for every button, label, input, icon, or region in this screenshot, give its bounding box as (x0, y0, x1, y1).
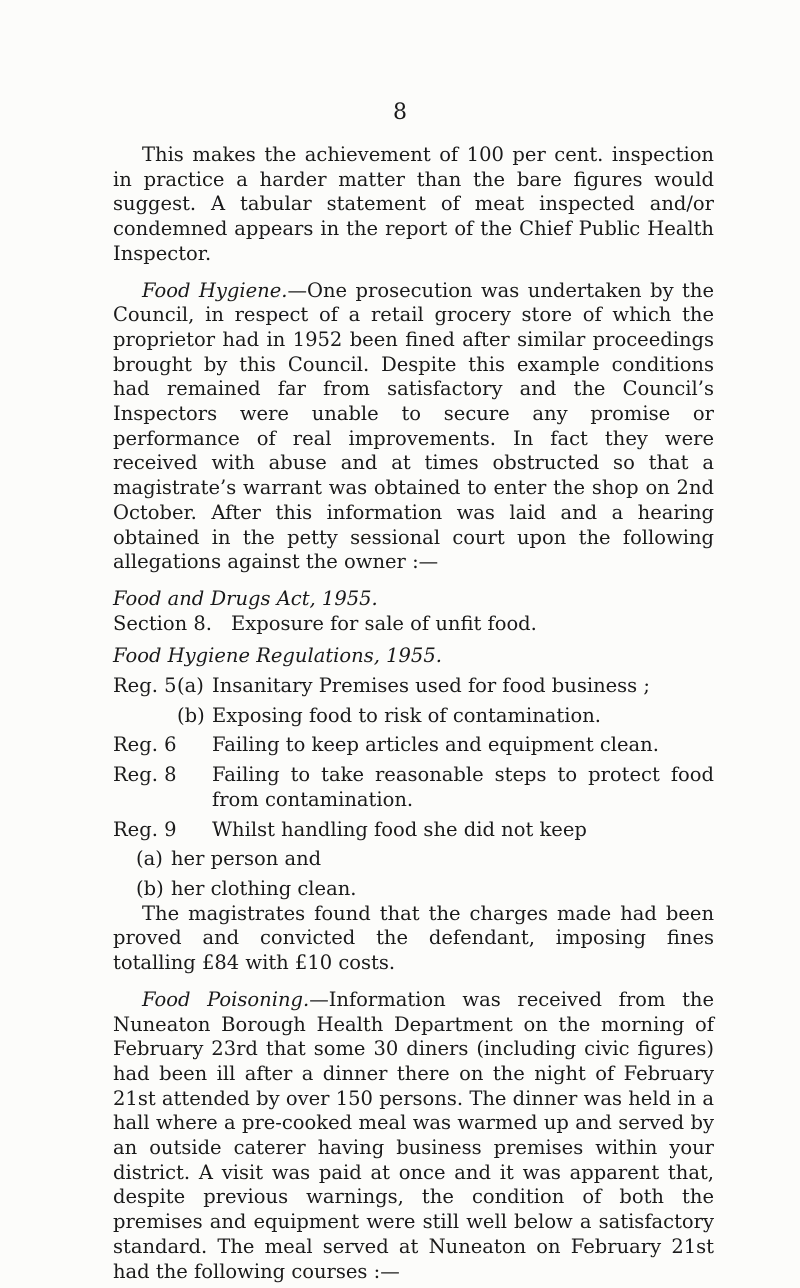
reg-sub-label: (a) (136, 847, 163, 871)
reg-sub-label: (a) (177, 674, 204, 698)
reg-text: her clothing clean. (171, 876, 357, 900)
act-title: Food and Drugs Act, 1955. (113, 586, 378, 610)
reg-text: Failing to keep articles and equipment clean. (212, 733, 659, 757)
reg-6 (113, 733, 714, 758)
reg-text: Exposing food to risk of contamination. (212, 703, 601, 727)
reg-label: Reg. 9 (113, 817, 177, 841)
reg-sub-label: (b) (136, 876, 164, 900)
act-section-8 (113, 612, 714, 637)
reg-5a (113, 674, 714, 699)
paragraph-food-hygiene (113, 279, 714, 575)
paragraph-food-poisoning (113, 988, 714, 1284)
reg-9b (113, 877, 714, 902)
reg-5b (113, 704, 714, 729)
section-label: Section 8. (113, 611, 212, 635)
regulations-block (113, 644, 714, 901)
reg-sub-label: (b) (177, 703, 205, 727)
reg-text: Whilst handling food she did not keep (212, 817, 587, 841)
reg-text: Failing to take reasonable steps to protect food from contamination. (212, 763, 714, 811)
reg-text: Insanitary Premises used for food business ; (212, 674, 650, 698)
reg-text: her person and (171, 847, 322, 871)
food-poisoning-heading: Food Poisoning. (142, 987, 310, 1011)
reg-9a (113, 847, 714, 872)
reg-8 (113, 763, 714, 812)
reg-label: Reg. 5 (113, 674, 177, 698)
paragraph-magistrates: The magistrates found that the charges made had been proved and convicted the defendant, imposing fines totalling £84 with £10 costs. (113, 901, 714, 975)
food-hygiene-heading: Food Hygiene. (142, 278, 288, 302)
reg-label: Reg. 8 (113, 763, 177, 787)
section-text: Exposure for sale of unfit food. (231, 611, 537, 635)
act-block (113, 587, 714, 636)
reg-label: Reg. 6 (113, 733, 177, 757)
paragraph-meat-inspection: This makes the achievement of 100 per cent. inspection in practice a harder matter than the bare figures would suggest. A tabular statement of meat inspected and/or condemned appears in the report of the Chief Public Health Inspector. (113, 143, 714, 265)
reg-9 (113, 818, 714, 843)
food-hygiene-text: —One prosecution was undertaken by the Council, in respect of a retail grocery store of which the proprietor had in 1952 been fined after similar proceedings brought by this Council. Despite this example conditions had remained far from satisfactory and the Council’s Inspectors were unable to secure any promise or performance of real improvements. In fact they were received with abuse and at times obstructed so that a magistrate’s warrant was obtained to enter the shop on 2nd October. After this information was laid and a hearing obtained in the petty sessional court upon the following allegations against the owner :— (113, 278, 714, 574)
page-number: 8 (393, 100, 407, 125)
food-poisoning-text: —Information was received from the Nuneaton Borough Health Department on the morning of February 23rd that some 30 diners (including civic figures) had been ill after a dinner there on the night of February 21st attended by over 150 persons. The dinner was held in a hall where a pre-cooked meal was warmed up and served by an outside caterer having business premises within your district. A visit was paid at once and it was apparent that, despite previous warnings, the condition of both the premises and equipment were still well below a satisfactory standard. The meal served at Nuneaton on February 21st had the following courses :— (113, 987, 714, 1283)
document-body (113, 143, 714, 1284)
regulations-title: Food Hygiene Regulations, 1955. (113, 644, 442, 668)
